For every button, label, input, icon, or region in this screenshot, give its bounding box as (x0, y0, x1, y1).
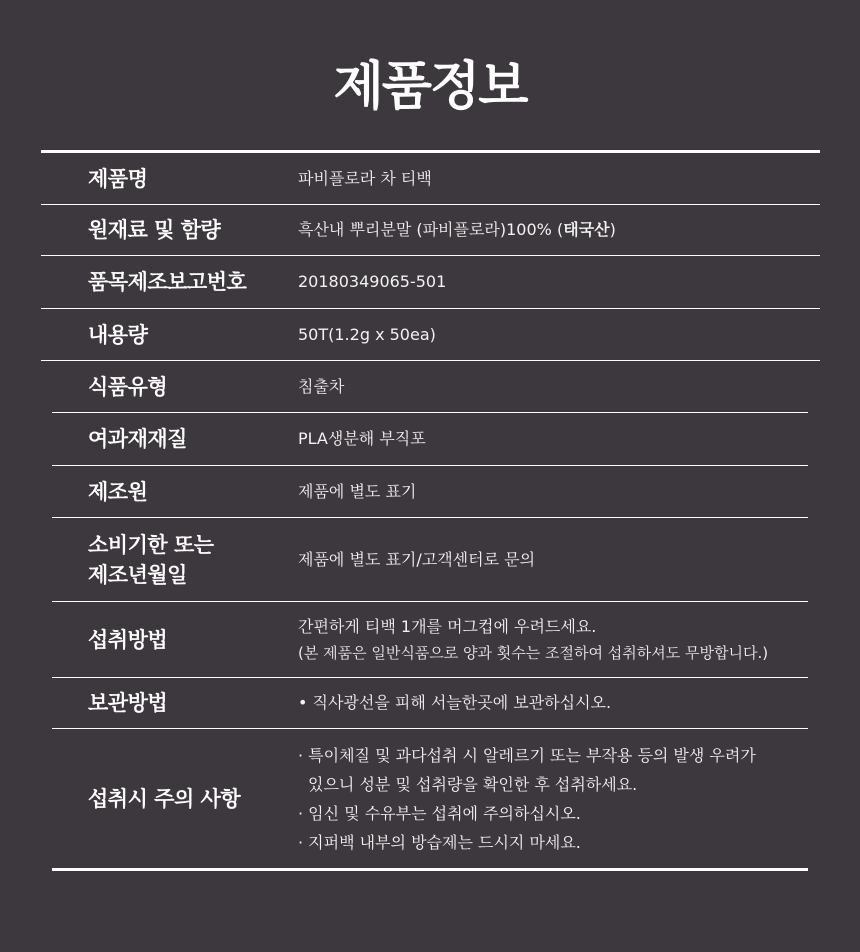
ingredients-main: 흑산내 뿌리분말 (파비플로라)100% ( (298, 220, 564, 239)
page-title: 제품정보 (333, 57, 527, 117)
ingredients-text (298, 217, 798, 243)
manufacturer-text: 제품에 별도 표기 (298, 481, 417, 501)
row-manufacturer (52, 466, 808, 517)
row-report-number (52, 256, 808, 308)
label-expiry (88, 518, 214, 601)
row-intake-method (52, 602, 808, 677)
label-volume: 내용량 (88, 322, 148, 347)
ingredients-end: ) (609, 220, 616, 239)
product-name-text: 파비플로라 차 티백 (298, 168, 432, 188)
caution-item-1-cont: 있으니 성분 및 섭취량을 확인한 후 섭취하세요. (308, 774, 638, 794)
value-storage (298, 678, 798, 728)
row-volume (52, 309, 808, 360)
row-expiry (52, 518, 808, 601)
storage-text: • 직사광선을 피해 서늘한곳에 보관하십시오. (298, 693, 612, 712)
label-expiry-line1: 소비기한 또는 (88, 532, 214, 557)
label-expiry-line2: 제조년월일 (88, 562, 187, 587)
row-product-name (52, 153, 808, 204)
bottom-divider (52, 868, 808, 871)
caution-item-1: · 특이체질 및 과다섭취 시 알레르기 또는 부작용 등의 발생 우려가 (298, 745, 756, 765)
label-manufacturer: 제조원 (88, 479, 148, 504)
caution-item-3: · 지퍼백 내부의 방습제는 드시지 마세요. (298, 832, 581, 852)
label-intake-method: 섭취방법 (88, 627, 168, 652)
value-cautions (298, 729, 803, 868)
label-food-type: 식품유형 (88, 374, 168, 399)
ingredients-origin: 태국산 (563, 220, 610, 239)
row-ingredients (52, 205, 808, 255)
caution-item-2: · 임신 및 수유부는 섭취에 주의하십시오. (298, 803, 581, 823)
intake-method-note: (본 제품은 일반식품으로 양과 횟수는 조절하여 섭취하셔도 무방합니다.) (298, 643, 769, 662)
value-food-type (298, 361, 798, 412)
expiry-text: 제품에 별도 표기/고객센터로 문의 (298, 549, 536, 569)
row-filter-material (52, 413, 808, 465)
row-food-type (52, 361, 808, 412)
filter-material-text: PLA생분해 부직포 (298, 429, 426, 448)
value-filter-material (298, 413, 798, 465)
value-report-number (298, 256, 798, 308)
value-ingredients (298, 205, 798, 255)
value-product-name (298, 153, 798, 204)
row-cautions (52, 729, 808, 868)
intake-method-text: 간편하게 티백 1개를 머그컵에 우려드세요. (298, 616, 597, 636)
label-ingredients: 원재료 및 함량 (88, 218, 221, 242)
food-type-text: 침출차 (298, 376, 345, 396)
value-expiry (298, 518, 798, 601)
label-product-name: 제품명 (88, 166, 148, 191)
volume-text: 50T(1.2g x 50ea) (298, 324, 436, 344)
label-report-number: 품목제조보고번호 (88, 270, 247, 294)
value-intake-method (298, 602, 803, 677)
row-storage (52, 678, 808, 728)
label-storage: 보관방법 (88, 691, 168, 715)
report-number-text: 20180349065-501 (298, 272, 447, 291)
label-filter-material: 여과재재질 (88, 427, 187, 451)
value-volume (298, 309, 798, 360)
label-cautions: 섭취시 주의 사항 (88, 786, 241, 811)
value-manufacturer (298, 466, 798, 517)
